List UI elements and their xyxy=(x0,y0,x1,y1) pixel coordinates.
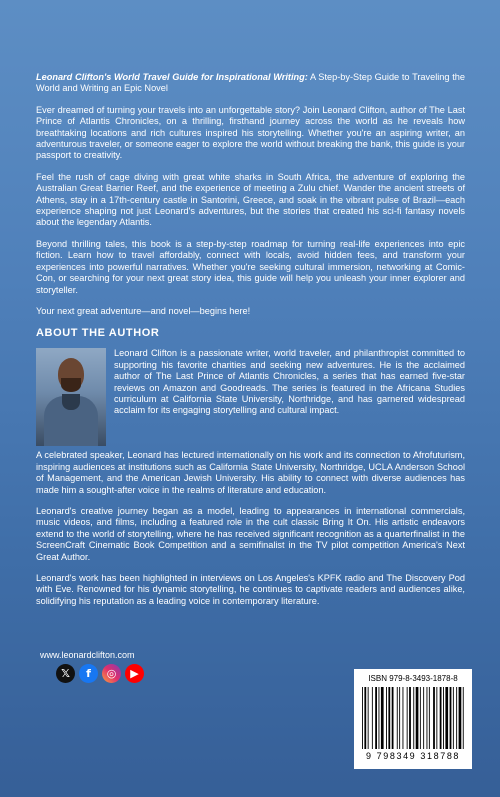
author-website-link[interactable]: www.leonardclifton.com xyxy=(40,650,135,660)
barcode-digits: 9 798349 318788 xyxy=(365,751,461,761)
author-photo xyxy=(36,348,106,446)
blurb-paragraph-2: Feel the rush of cage diving with great white sharks in South Africa, the adventure of exploring the Australian Great Barrier Reef, and the experience of meeting a Zulu chief. Wander the ancient streets of Athens, stay in a 17th-century castle in Santorini, Greece, and soak in the vibrant pulse of Brazil—each experience shaping not just Leonard's adventures, but the stories that created his sci-fi fantasy novels about the legendary Atlantis. xyxy=(36,171,465,228)
social-links xyxy=(56,664,144,683)
about-author-heading: ABOUT THE AUTHOR xyxy=(36,327,160,340)
author-paragraph-4: Leonard's work has been highlighted in interviews on Los Angeles's KPFK radio and The Discovery Pod with Eve. Renowned for his dynamic storytelling, he continues to captivate readers and audiences alike, solidifying his reputation as a leading voice in contemporary literature. xyxy=(36,572,465,606)
author-paragraph-1: Leonard Clifton is a passionate writer, world traveler, and philanthropist committed to supporting his favorite charities and seeking new adventures. He is the acclaimed author of The Last Prince of Atlantis Chronicles, a series that has earned five-star reviews on Amazon and Goodreads. The series is featured in the Africana Studies curriculum at California State University, Northridge, and has garnered widespread acclaim for its engaging storytelling and cultural impact. xyxy=(114,348,465,416)
youtube-icon[interactable]: ▶ xyxy=(125,664,144,683)
barcode-bars xyxy=(362,687,464,749)
blurb-tagline: Your next great adventure—and novel—begins here! xyxy=(36,305,251,316)
isbn-label: ISBN 979-8-3493-1878-8 xyxy=(368,674,458,683)
book-intro xyxy=(36,72,465,95)
author-paragraph-3: Leonard's creative journey began as a model, leading to appearances in international commercials, music videos, and films, including a featured role in the cult classic Bring It On. His artistic endeavors extend to the world of storytelling, where he has received significant recognition as a quarterfinalist in the ScreenCraft Cinematic Book Competition and a semifinalist in the TV pilot competition America's Next Great Author. xyxy=(36,505,465,562)
book-title: Leonard Clifton's World Travel Guide for Inspirational Writing: xyxy=(36,72,308,82)
x-twitter-icon[interactable]: 𝕏 xyxy=(56,664,75,683)
back-cover-text xyxy=(36,72,465,617)
blurb-paragraph-3: Beyond thrilling tales, this book is a step-by-step roadmap for turning real-life experiences into epic fiction. Learn how to travel affordably, connect with locals, avoid hidden fees, and transform your experiences into powerful narratives. Whether you're seeking cultural immersion, networking at Comic-Con, or searching for your next great story idea, this guide will help you unleash your inner explorer and storyteller. xyxy=(36,238,465,295)
author-bio xyxy=(36,348,465,450)
book-subtitle: A Step-by-Step Guide to Traveling the World and Writing an Epic Novel xyxy=(36,72,465,94)
facebook-icon[interactable]: f xyxy=(79,664,98,683)
isbn-barcode xyxy=(354,669,472,769)
blurb-paragraph-1: Ever dreamed of turning your travels into an unforgettable story? Join Leonard Clifton, author of The Last Prince of Atlantis Chronicles, on a thrilling, firsthand journey across the world as he reveals how breathtaking locations and rich cultures inspired his storytelling. Whether you're an aspiring writer, an adventurous traveler, or someone eager to explore the world without breaking the bank, this guide is your passport to creativity. xyxy=(36,104,465,161)
author-paragraph-2: A celebrated speaker, Leonard has lectured internationally on his work and its connection to Afrofuturism, inspiring audiences at institutions such as California State University, Northridge, UCLA Anderson School of Management, and the American Jewish University. His ability to connect with diverse audiences has made him a sought-after voice in the realms of literature and education. xyxy=(36,450,465,495)
instagram-icon[interactable]: ◎ xyxy=(102,664,121,683)
